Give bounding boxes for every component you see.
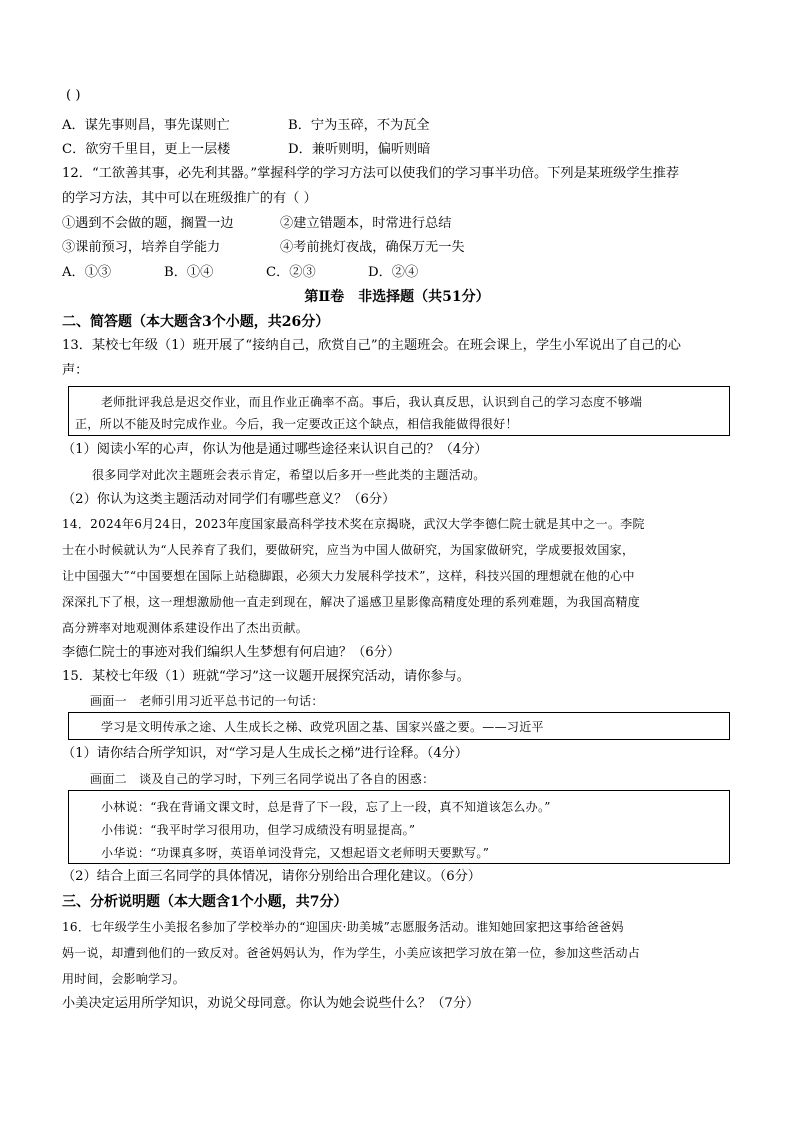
q11-options-row2: [62, 142, 430, 158]
q12-item-1: ①遇到不会做的题，搁置一边: [62, 216, 234, 231]
section3-title: 三、分析说明题（本大题含1个小题，共7分）: [62, 894, 348, 910]
q16-question: 小美决定运用所学知识，劝说父母同意。你认为她会说些什么？（7分）: [62, 996, 480, 1011]
q14-line5: 高分辨率对地观测体系建设作出了杰出贡献。: [62, 621, 309, 635]
q11-option-b[interactable]: B．宁为玉碎，不为瓦全: [288, 118, 430, 133]
q12-item-2: ②建立错题本，时常进行总结: [280, 216, 452, 231]
q15-scene1: 画面一 老师引用习近平总书记的一句话：: [90, 694, 324, 708]
q13-box-line1: 老师批评我总是迟交作业，而且作业正确率不高。事后，我认真反思，认识到自己的学习态度不够端: [101, 395, 643, 409]
q16-line1: 16．七年级学生小美报名参加了学校举办的“迎国庆·助美城”志愿服务活动。谁知她回家把这事给爸爸妈: [62, 920, 624, 934]
q12-items-row1: [62, 216, 451, 232]
q15-sub1: （1）请你结合所学知识，对“学习是人生成长之梯”进行诠释。（4分）: [62, 746, 469, 761]
q13-box-line2: 正，所以不能及时完成作业。今后，我一定要改正这个缺点，相信我能做得很好！: [75, 417, 518, 431]
q12-item-4: ④考前挑灯夜战，确保万无一失: [280, 240, 465, 255]
q13-stem-line1: 13．某校七年级（1）班开展了“接纳自己，欣赏自己”的主题班会。在班会课上，学生小军说出了自己的心: [62, 338, 681, 353]
q12-stem-line1: 12．“工欲善其事，必先利其器。”掌握科学的学习方法可以使我们的学习事半功倍。下列是某班级学生推荐: [62, 166, 680, 181]
q12-option-a[interactable]: A．①③: [62, 265, 112, 280]
q12-options-row: [62, 265, 418, 281]
q12-stem-line2: 的学习方法，其中可以在班级推广的有（ ）: [62, 191, 317, 206]
q12-option-d[interactable]: D．②④: [368, 265, 419, 280]
q14-line1: 14．2024年6月24日，2023年度国家最高科学技术奖在京揭晓，武汉大学李德仁院士就是其中之一。李院: [62, 517, 645, 531]
q15-quote: 学习是文明传承之途、人生成长之梯、政党巩固之基、国家兴盛之要。——习近平: [101, 720, 544, 734]
q14-line2: 士在小时候就认为“人民养育了我们，要做研究，应当为中国人做研究，为国家做研究，学成要报效国家，: [62, 543, 635, 557]
q11-answer-paren: ( ): [66, 88, 81, 103]
q12-items-row2: [62, 240, 465, 256]
q16-line3: 用时间，会影响学习。: [62, 972, 186, 986]
q15-quote-box: [68, 712, 730, 740]
q13-mid-text: 很多同学对此次主题班会表示肯定，希望以后多开一些此类的主题活动。: [92, 468, 486, 482]
q14-question: 李德仁院士的事迹对我们编织人生梦想有何启迪？（6分）: [62, 645, 401, 660]
q16-line2: 妈一说，却遭到他们的一致反对。爸爸妈妈认为，作为学生，小美应该把学习放在第一位，参加这些活动占: [62, 946, 641, 960]
q15-student-xiaohua: 小华说：“功课真多呀，英语单词没背完，又想起语文老师明天要默写。”: [101, 846, 490, 860]
q11-options-row1: [62, 118, 430, 134]
q13-quote-box: [68, 386, 730, 436]
q15-sub2: （2）结合上面三名同学的具体情况，请你分别给出合理化建议。（6分）: [62, 869, 481, 884]
q12-option-c[interactable]: C．②③: [266, 265, 316, 280]
section2-title: 二、简答题（本大题含3个小题，共26分）: [62, 314, 330, 330]
q13-stem-line2: 声：: [62, 363, 89, 378]
q11-option-d[interactable]: D．兼听则明，偏听则暗: [288, 142, 431, 157]
q14-line4: 深深扎下了根，这一理想激励他一直走到现在，解决了遥感卫星影像高精度处理的系列难题，为我国高精度: [62, 595, 641, 609]
q15-student-xiaowei: 小伟说：“我平时学习很用功，但学习成绩没有明显提高。”: [101, 823, 416, 837]
q15-students-box: [68, 790, 730, 864]
part2-title: 第Ⅱ卷 非选择题（共51分）: [304, 289, 490, 305]
q14-line3: 让中国强大”“中国要想在国际上站稳脚跟，必须大力发展科学技术”，这样，科技兴国的理想就在他的心中: [62, 569, 635, 583]
q15-student-xiaolin: 小林说：“我在背诵文课文时，总是背了下一段，忘了上一段，真不知道该怎么办。”: [101, 800, 551, 814]
q13-sub2: （2）你认为这类主题活动对同学们有哪些意义？（6分）: [62, 492, 396, 507]
q11-option-c[interactable]: C．欲穷千里目，更上一层楼: [62, 142, 231, 157]
q15-stem: 15．某校七年级（1）班就“学习”这一议题开展探究活动，请你参与。: [62, 669, 470, 684]
q12-item-3: ③课前预习，培养自学能力: [62, 240, 221, 255]
q13-sub1: （1）阅读小军的心声，你认为他是通过哪些途径来认识自己的？（4分）: [62, 442, 488, 457]
q15-scene2: 画面二 谈及自己的学习时，下列三名同学说出了各自的困惑：: [90, 772, 435, 786]
q12-option-b[interactable]: B．①④: [164, 265, 214, 280]
q11-option-a[interactable]: A．谋先事则昌，事先谋则亡: [62, 118, 230, 133]
